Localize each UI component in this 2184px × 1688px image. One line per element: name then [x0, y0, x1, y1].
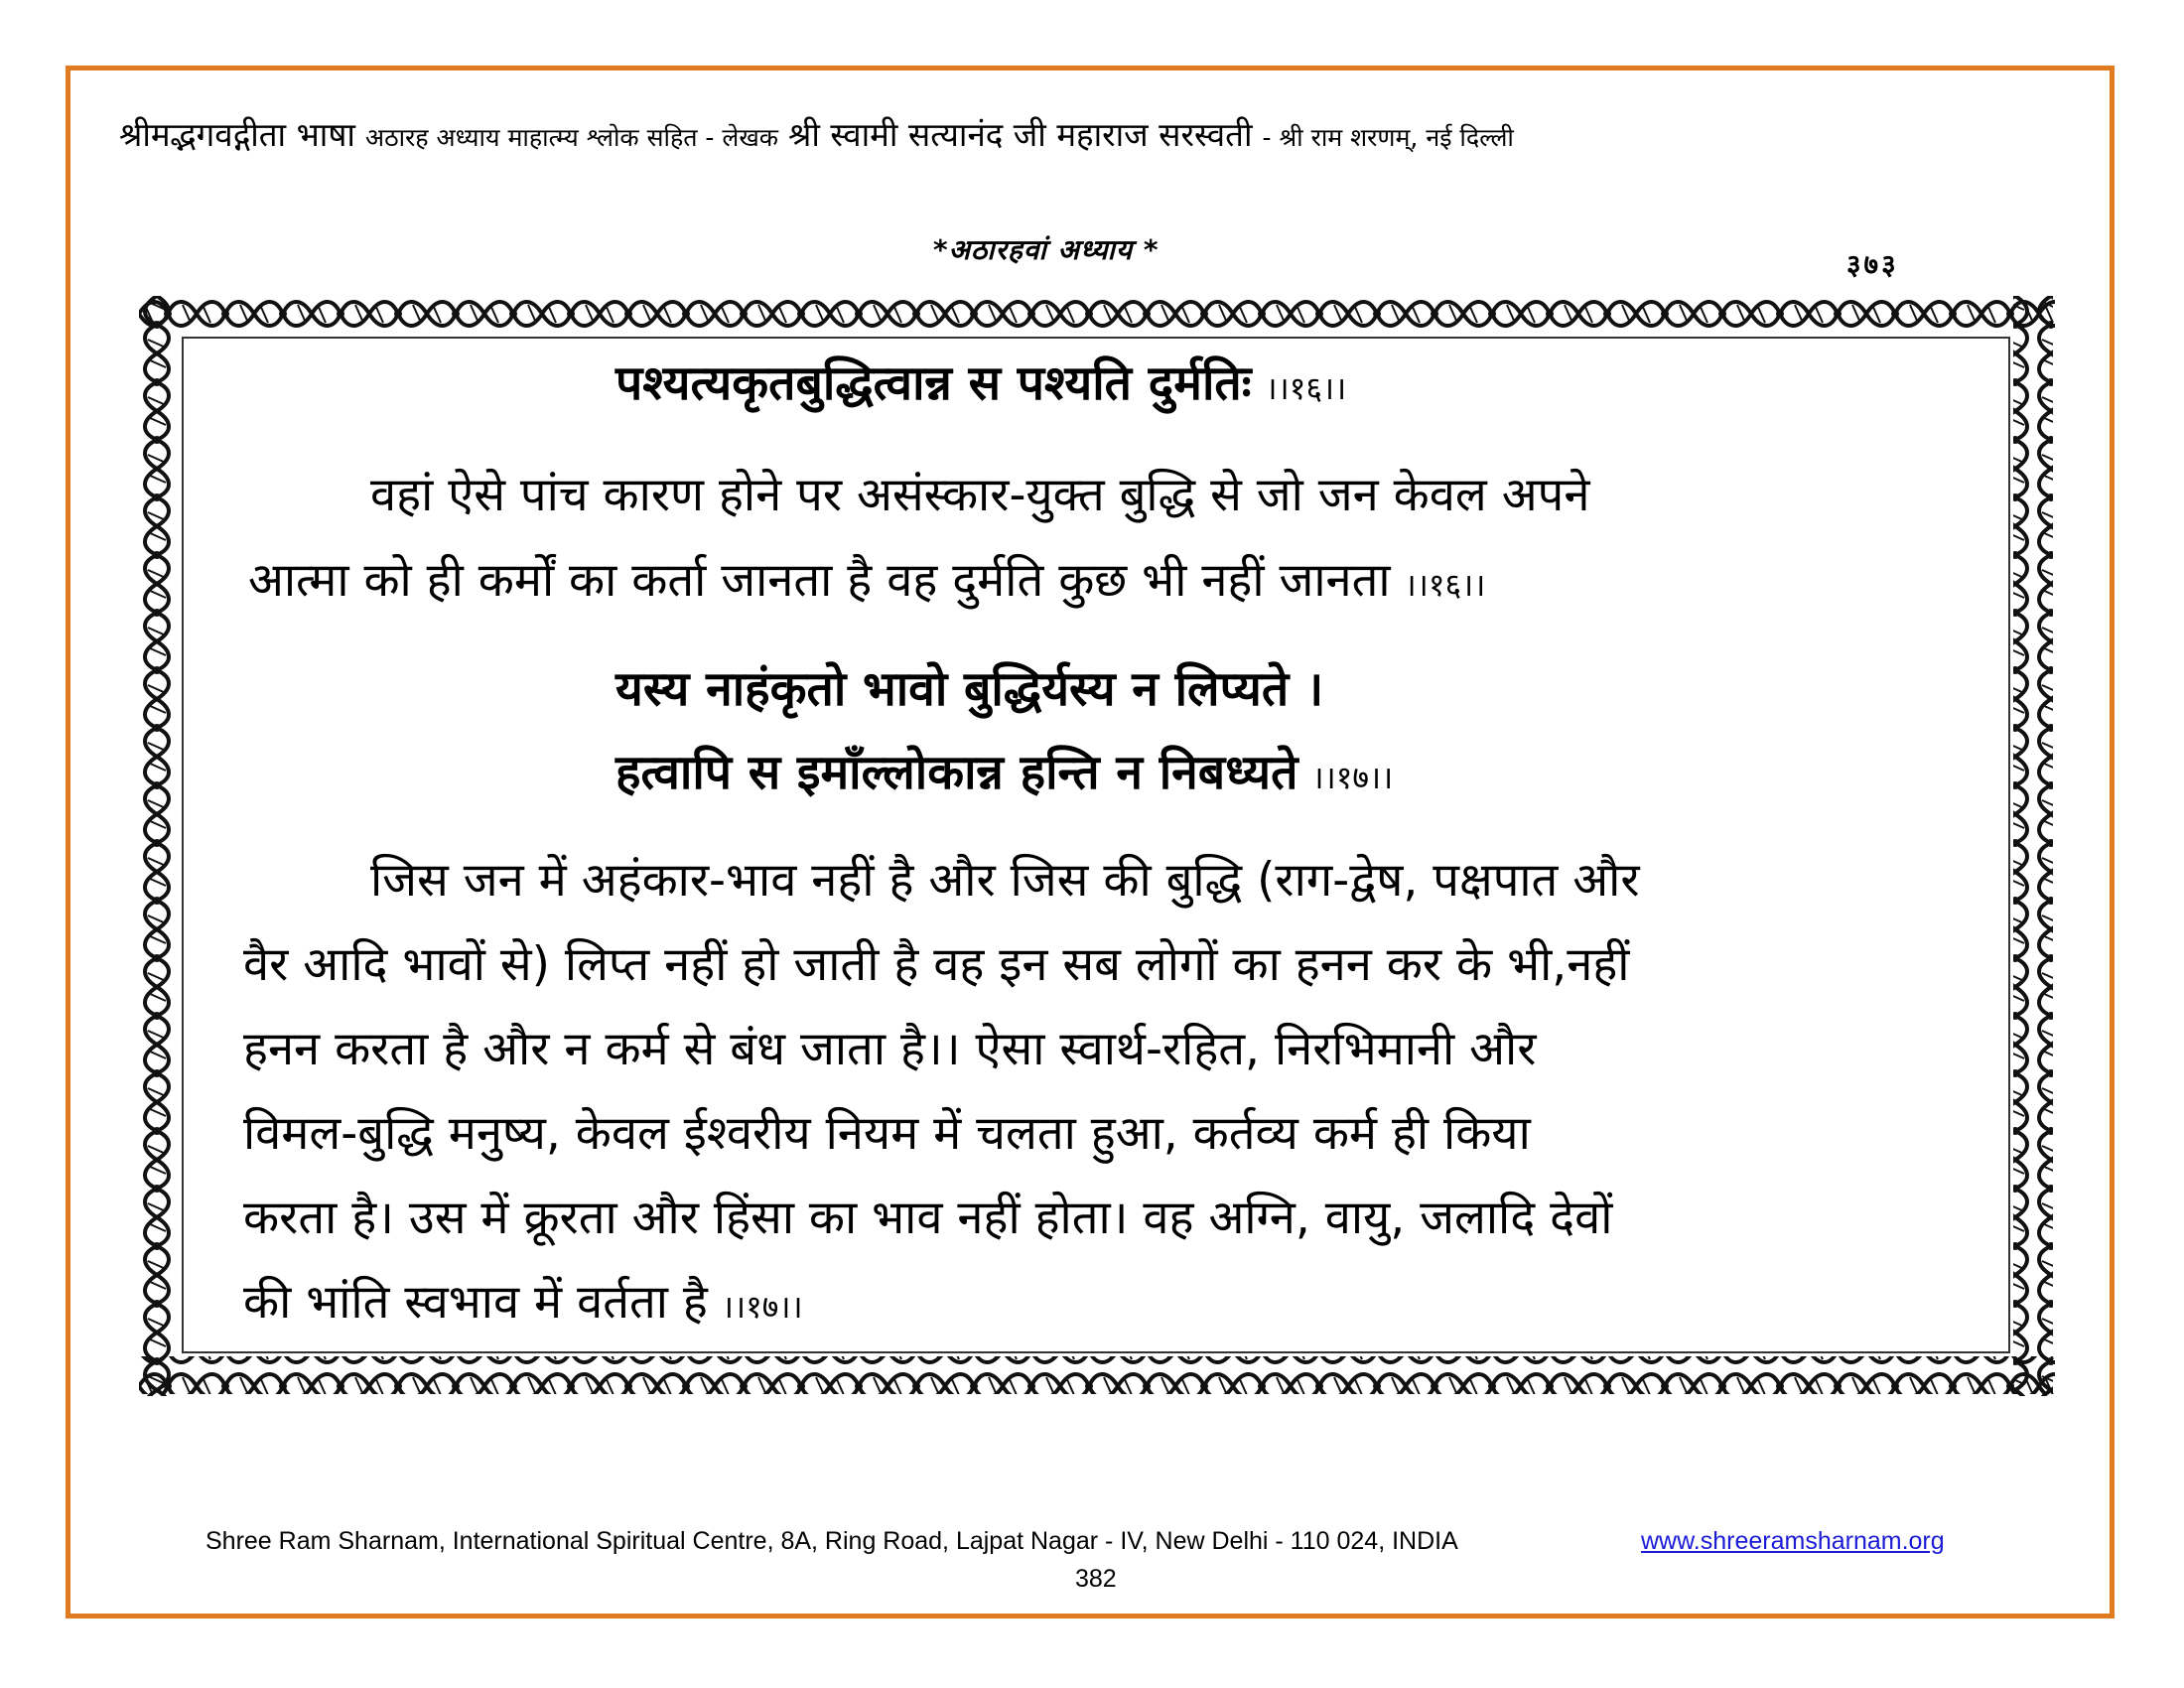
meaning-16-line-2 [248, 546, 1485, 610]
meaning-17-number: ।।१७।। [721, 1288, 803, 1326]
verse-17-line-2 [615, 739, 1393, 803]
verse-17-text: हत्वापि स इमाँल्लोकान्न हन्ति न निबध्यते [615, 745, 1298, 800]
meaning-17-line-2: वैर आदि भावों से) लिप्त नहीं हो जाती है वह इन सब लोगों का हनन कर के भी,नहीं [243, 937, 1630, 992]
scripture-content [243, 350, 1951, 1330]
page-number: 382 [1075, 1565, 1117, 1593]
header-book-subtitle: अठारह अध्याय माहात्म्य श्लोक सहित - लेखक [364, 123, 778, 152]
verse-16-number: ।।१६।। [1265, 369, 1347, 407]
header-publisher: - श्री राम शरणम्, नई दिल्ली [1262, 123, 1514, 152]
header-author: श्री स्वामी सत्यानंद जी महाराज सरस्वती [788, 115, 1253, 154]
website-link[interactable]: www.shreeramsharnam.org [1641, 1527, 1945, 1555]
frame-left-chain [139, 296, 179, 1396]
frame-top-chain [139, 296, 2055, 334]
verse-17-number: ।।१७।। [1311, 759, 1394, 796]
verse-16-text: पश्यत्यकृतबुद्धित्वान्न स पश्यति दुर्मतिः [615, 355, 1252, 411]
meaning-17-line-6 [243, 1268, 803, 1332]
meaning-16-number: ।।१६।। [1404, 566, 1486, 604]
header-book-title: श्रीमद्भगवद्गीता भाषा [119, 115, 355, 154]
footer-address: Shree Ram Sharnam, International Spiritual Centre, 8A, Ring Road, Lajpat Nagar - IV, New Delhi - 110 024, INDIA [205, 1527, 1458, 1555]
verse-16-shloka [615, 350, 1346, 414]
page-header [119, 111, 2075, 156]
verse-17-line-1: यस्य नाहंकृतो भावो बुद्धिर्यस्य न लिप्यते । [615, 661, 1324, 717]
meaning-16-line-1: वहां ऐसे पांच कारण होने पर असंस्कार-युक्त बुद्धि से जो जन केवल अपने [370, 468, 1590, 522]
meaning-16-text: आत्मा को ही कर्मों का कर्ता जानता है वह दुर्मति कुछ भी नहीं जानता [248, 553, 1391, 608]
meaning-17-line-3: हनन करता है और न कर्म से बंध जाता है।। ऐसा स्वार्थ-रहित, निरभिमानी और [243, 1022, 1537, 1076]
frame-bottom-chain [139, 1356, 2055, 1394]
frame-right-chain [2013, 296, 2053, 1396]
meaning-17-line-4: विमल-बुद्धि मनुष्य, केवल ईश्वरीय नियम में चलता हुआ, कर्तव्य कर्म ही किया [243, 1106, 1531, 1161]
meaning-17-line-5: करता है। उस में क्रूरता और हिंसा का भाव नहीं होता। वह अग्नि, वायु, जलादि देवों [243, 1191, 1613, 1245]
chapter-title: *अठारहवां अध्याय * [933, 233, 1160, 266]
meaning-17-line-1: जिस जन में अहंकार-भाव नहीं है और जिस की बुद्धि (राग-द्वेष, पक्षपात और [370, 853, 1640, 908]
scan-page-number: ३७३ [1846, 248, 1899, 281]
meaning-17-text: की भांति स्वभाव में वर्तता है [243, 1275, 708, 1330]
